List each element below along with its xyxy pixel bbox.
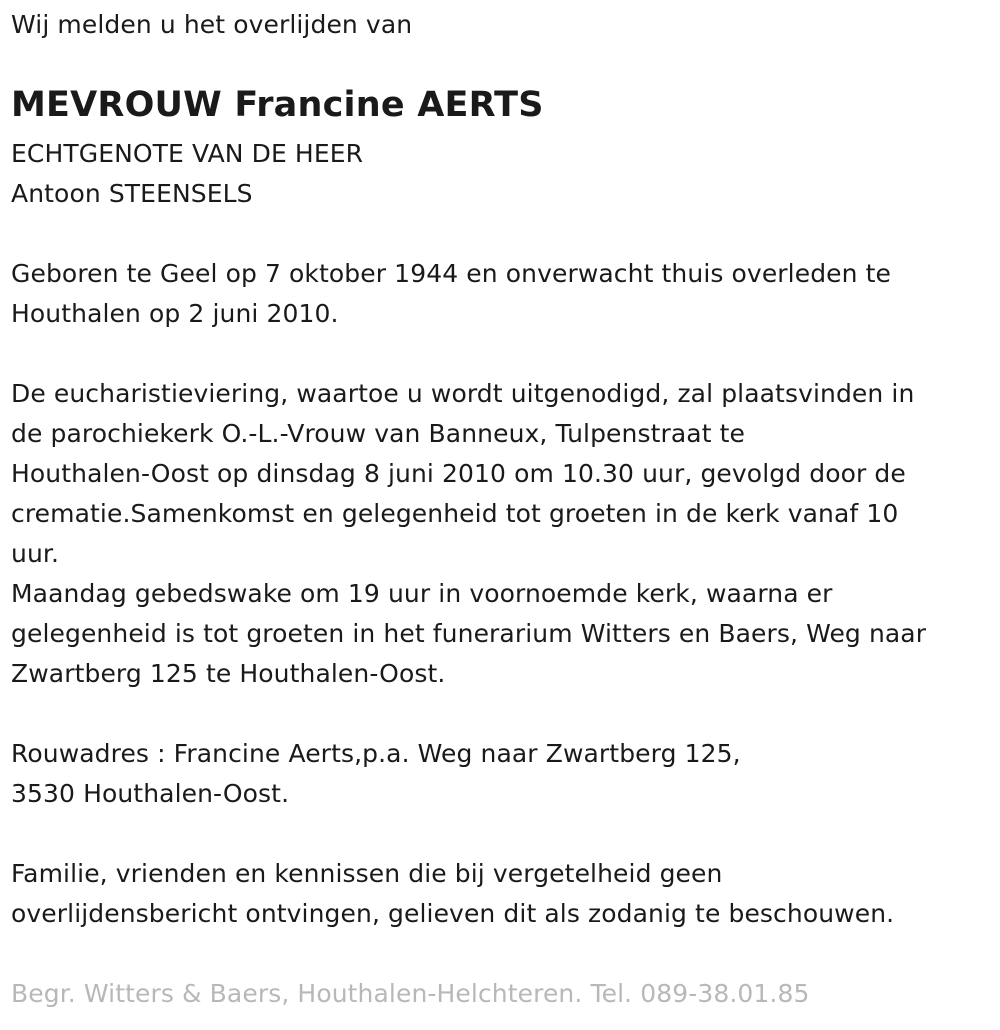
wake-line-1: Maandag gebedswake om 19 uur in voornoemde kerk, waarna er	[11, 579, 833, 608]
service-line-4: crematie.Samenkomst en gelegenheid tot groeten in de kerk vanaf 10	[11, 499, 899, 528]
spouse-line-1: ECHTGENOTE VAN DE HEER	[11, 139, 364, 168]
service-line-5: uur.	[11, 539, 60, 568]
funeral-home-footer: Begr. Witters & Baers, Houthalen-Helchteren. Tel. 089-38.01.85	[11, 979, 810, 1008]
closing-line-2: overlijdensbericht ontvingen, gelieven dit als zodanig te beschouwen.	[11, 899, 895, 928]
service-line-1: De eucharistieviering, waartoe u wordt uitgenodigd, zal plaatsvinden in	[11, 379, 915, 408]
spouse-line-2: Antoon STEENSELS	[11, 179, 253, 208]
service-line-2: de parochiekerk O.-L.-Vrouw van Banneux, Tulpenstraat te	[11, 419, 746, 448]
deceased-name: MEVROUW Francine AERTS	[11, 85, 544, 125]
wake-line-3: Zwartberg 125 te Houthalen-Oost.	[11, 659, 446, 688]
birth-line-2: Houthalen op 2 juni 2010.	[11, 299, 339, 328]
service-line-3: Houthalen-Oost op dinsdag 8 juni 2010 om 10.30 uur, gevolgd door de	[11, 459, 906, 488]
closing-line-1: Familie, vrienden en kennissen die bij vergetelheid geen	[11, 859, 723, 888]
address-line-2: 3530 Houthalen-Oost.	[11, 779, 290, 808]
intro-text: Wij melden u het overlijden van	[11, 10, 413, 39]
wake-line-2: gelegenheid is tot groeten in het funerarium Witters en Baers, Weg naar	[11, 619, 927, 648]
birth-line-1: Geboren te Geel op 7 oktober 1944 en onverwacht thuis overleden te	[11, 259, 892, 288]
address-line-1: Rouwadres : Francine Aerts,p.a. Weg naar Zwartberg 125,	[11, 739, 741, 768]
